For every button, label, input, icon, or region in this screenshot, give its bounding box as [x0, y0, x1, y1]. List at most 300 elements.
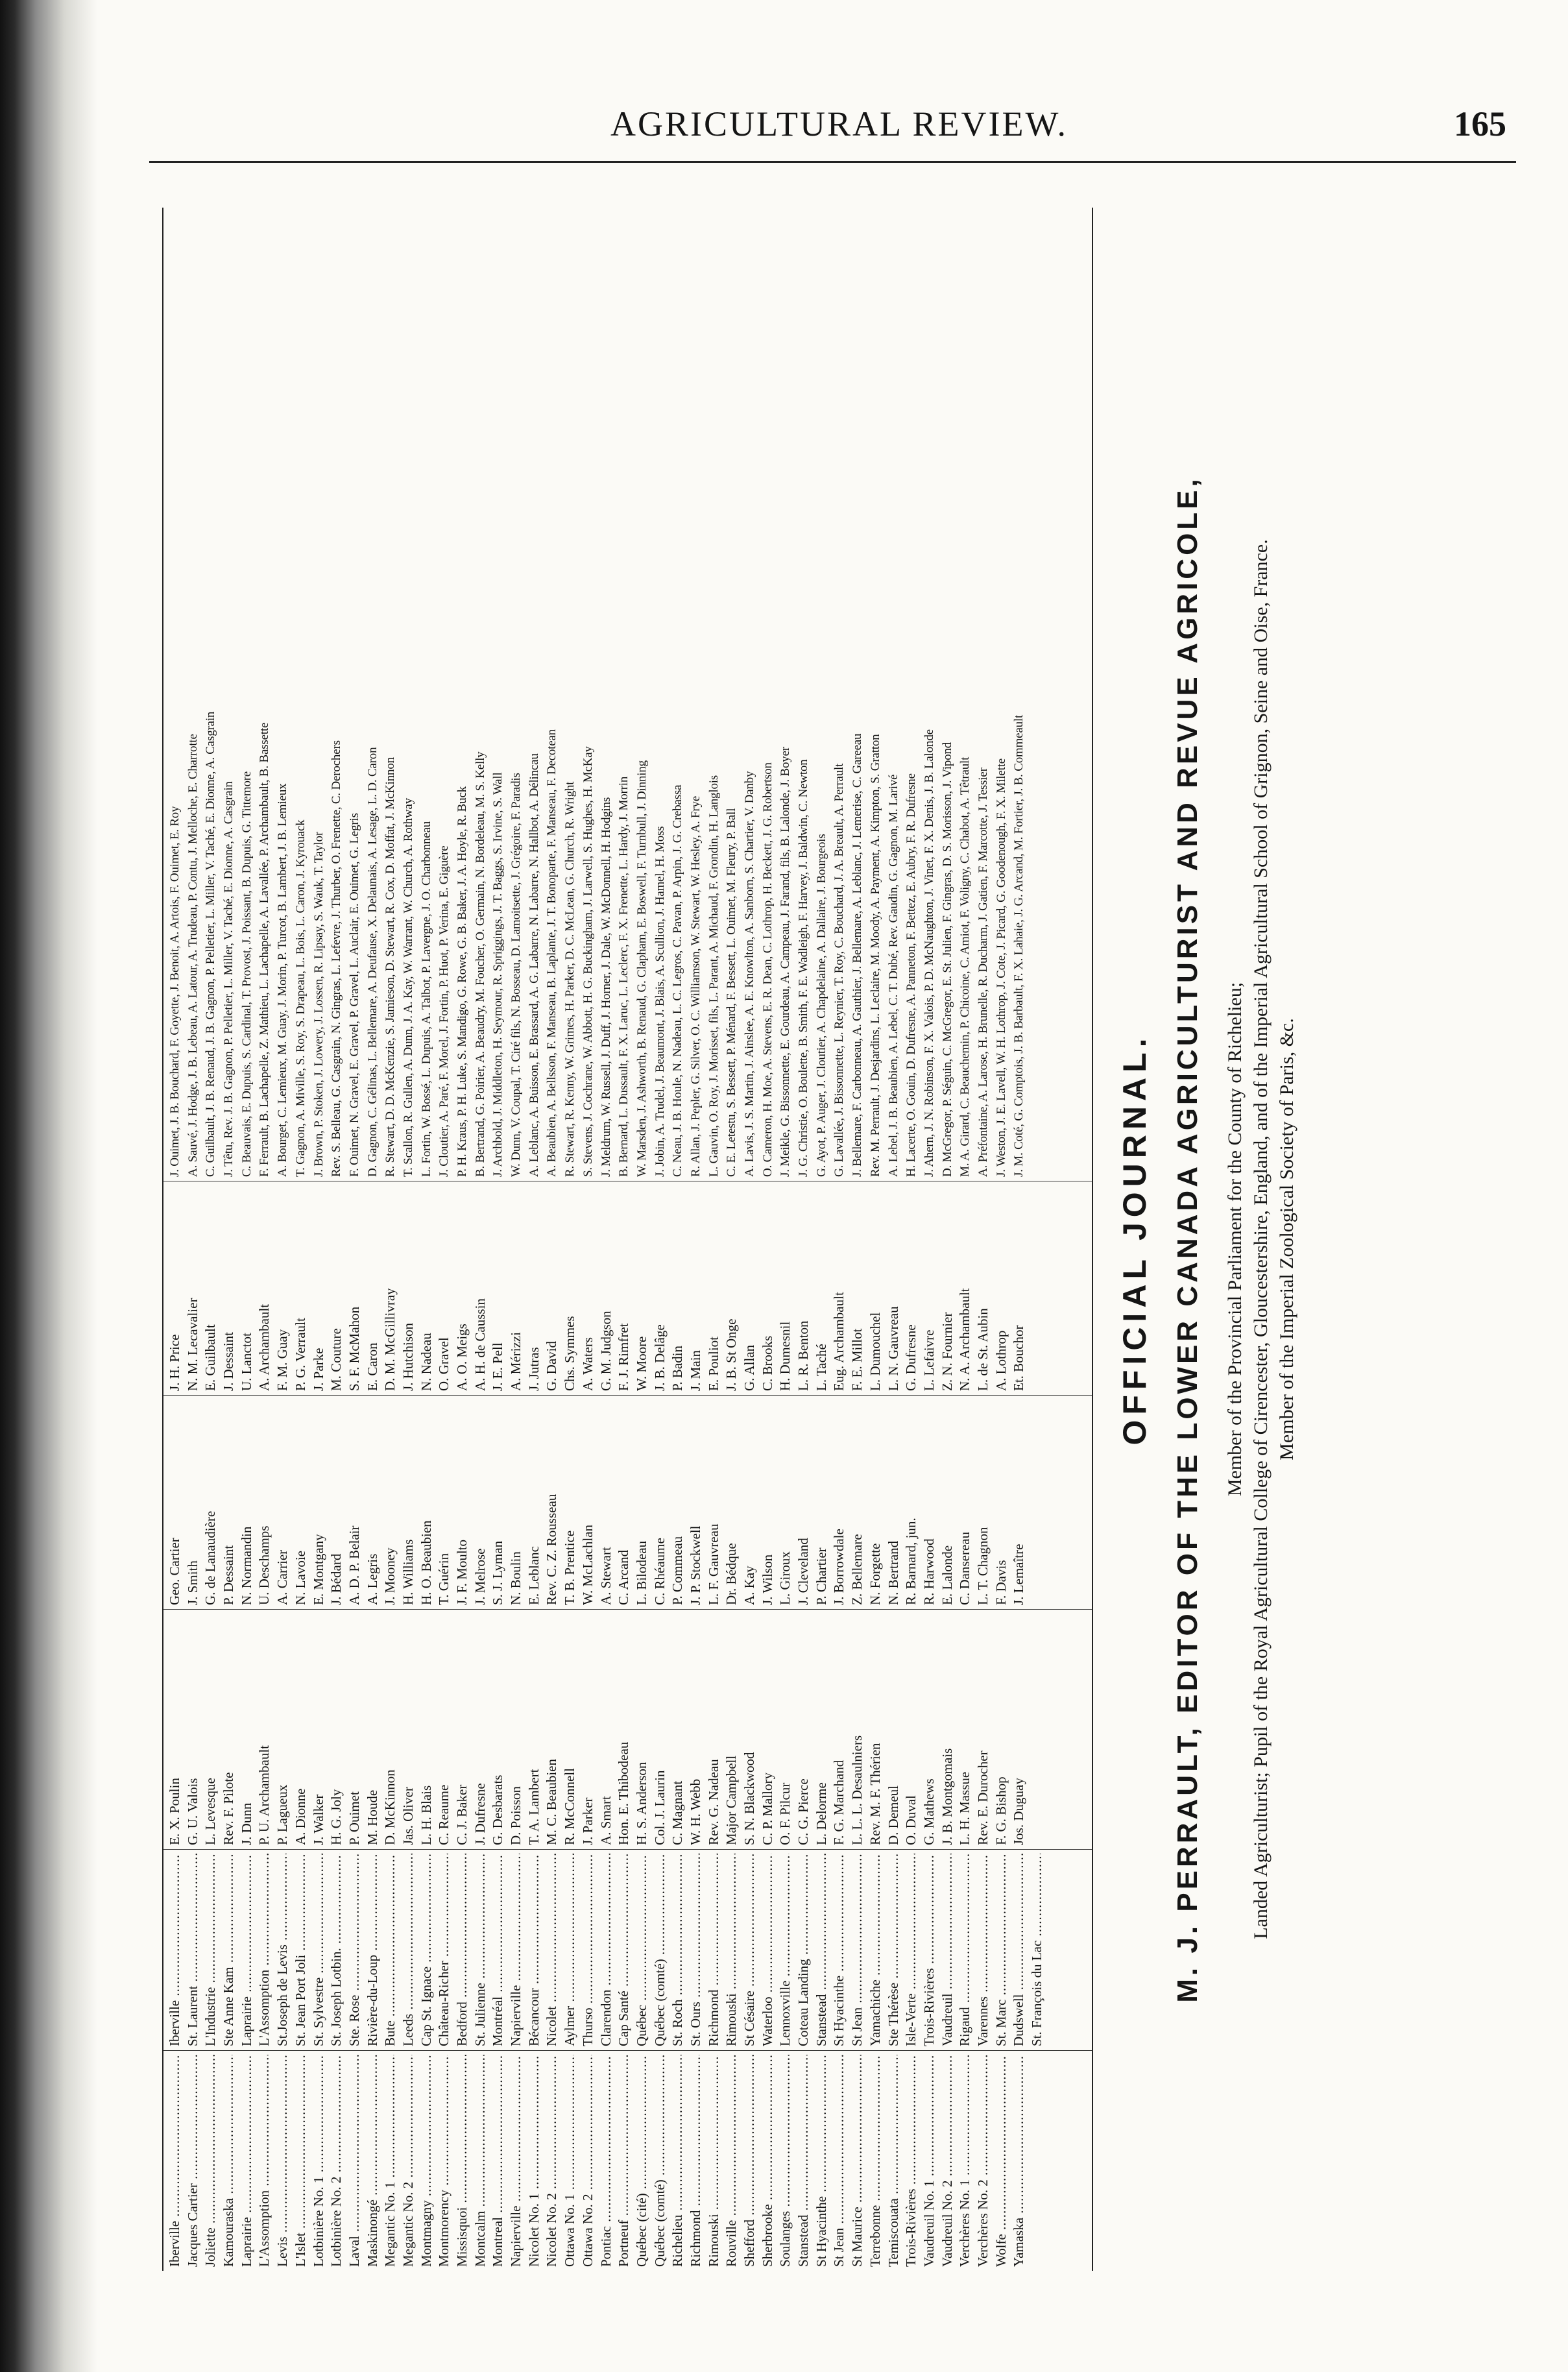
directors-cell: R. Stewart, D. D. McKenzie, S. Jamieson, D. Stewart, R. Cox, D. Moffat, J. McKinnon — [383, 757, 398, 1177]
place-cell: Rigaud ..... — [956, 1854, 974, 2046]
county-cell: Richmond ..... — [687, 2055, 705, 2267]
directors-cell: B. Bernard, L. Dussault, F. X. Laruc, L. Leclerc, F. X. Frenette, L. Hardy, J. Morrin — [617, 776, 631, 1177]
president-cell: H. S. Anderson — [633, 1761, 649, 1845]
place-cell: St. Roch ..... — [669, 1854, 687, 2046]
county-cell: St Jean ..... — [830, 2055, 849, 2267]
vice-president-cell: N. Lavoie — [292, 1551, 308, 1605]
directors-cell: C. E. Letestu, S. Bessett, P. Ménard, F. Bessett, L. Ouimet, M. Fleury, P. Ball — [725, 808, 739, 1177]
place-cell: St. Julienne ..... — [472, 1854, 490, 2046]
place-cell: Montréal ..... — [489, 1854, 507, 2046]
place-cell: Québec ..... — [633, 1854, 651, 2046]
vice-president-cell: L. F. Gauvreau — [705, 1523, 721, 1605]
place-cell: Rivière-du-Loup ..... — [364, 1854, 382, 2046]
secretary-cell: O. Gravel — [436, 1337, 452, 1391]
county-cell: L'Assomption ..... — [256, 2055, 274, 2267]
place-cell: St. François du Lac ..... — [1028, 1854, 1046, 2046]
county-cell: Joliette ..... — [202, 2055, 220, 2267]
county-cell: Nicolet No. 1 ..... — [525, 2055, 544, 2267]
president-cell: T. A. Lambert — [525, 1769, 542, 1845]
president-column — [163, 1609, 1092, 1849]
secretary-cell: C. Brooks — [759, 1335, 775, 1391]
county-cell: Laval ..... — [346, 2055, 364, 2267]
directors-cell: P. H. Kraus, P. H. Luke, S. Mandigo, G. Rowe, G. B. Baker, J. A. Hoyle, R. Buck — [455, 786, 469, 1177]
president-cell: J. Walker — [310, 1794, 326, 1845]
secretary-cell: E. Guilbault — [202, 1324, 219, 1391]
book-spine-shadow — [0, 0, 97, 2372]
president-cell: Major Campbell — [723, 1755, 740, 1845]
vice-president-cell: R. Harwood — [921, 1538, 937, 1605]
place-cell: Laprairie ..... — [238, 1854, 256, 2046]
county-cell: Maskinongé ..... — [364, 2055, 382, 2267]
directors-cell: D. McGregor, P. Séguin, C. McGregor, E. St. Julien, F. Gingras, D. S. Morisson, J. Vipond — [940, 742, 954, 1177]
place-cell: Trois-Rivières ..... — [921, 1854, 939, 2046]
secretary-cell: L. Dumouchel — [867, 1312, 883, 1391]
vice-president-cell: H. Williams — [400, 1539, 416, 1605]
president-cell: L. H. Massue — [957, 1771, 973, 1845]
county-cell: Rouville ..... — [723, 2055, 741, 2267]
secretary-cell: A. O. Meigs — [454, 1324, 470, 1391]
county-cell: Temiscouata ..... — [885, 2055, 903, 2267]
secretary-cell: W. Moore — [633, 1336, 649, 1391]
secretary-cell: J. B. Delâge — [651, 1324, 668, 1391]
county-cell: Ottawa No. 2 ..... — [579, 2055, 597, 2267]
secretary-cell: G. Allan — [742, 1344, 757, 1391]
president-cell: A. Smart — [597, 1796, 614, 1845]
directors-cell: J. M. Coté, G. Comptois, J. B. Barbault, F. X. Lahaie, J. G. Arcand, M. Fortier, J. B. Commeault — [1012, 714, 1026, 1177]
secretary-cell: A. Lothrop — [993, 1330, 1009, 1391]
secretary-cell: N. A. Archambault — [957, 1288, 973, 1391]
vice-president-cell: L. Bilodeau — [633, 1540, 649, 1605]
president-cell: C. Magnant — [669, 1780, 686, 1845]
secretary-cell: J. B. St Onge — [723, 1318, 740, 1391]
place-cell: Dudswell ..... — [1010, 1854, 1028, 2046]
county-cell: Verchères No. 1 ..... — [956, 2055, 974, 2267]
directors-cell: C. Neau, J. B. Houle, N. Nadeau, L. C. Legros, C. Pavan, P. Arpin, J. G. Crebassa — [671, 784, 685, 1177]
directors-cell: L. Gauvin, O. Roy, J. Morisset, fils, L. Parant, A. Michaud, F. Grondin, H. Langlois — [706, 775, 721, 1177]
president-cell: D. Demeul — [885, 1785, 901, 1845]
place-cell: L'Industrie ..... — [202, 1854, 220, 2046]
directors-cell: R. Stewart, R. Kenny, W. Grimes, H. Parker, D. C. McLean, G. Church, R. Wright — [563, 781, 577, 1177]
county-cell: Montmorency ..... — [435, 2055, 453, 2267]
county-cell: Pontiac ..... — [597, 2055, 616, 2267]
place-cell: Bécancour ..... — [525, 1854, 544, 2046]
place-cell: Richmond ..... — [705, 1854, 723, 2046]
vice-president-cell: G. de Lanaudière — [202, 1510, 219, 1605]
directors-cell: J. Archbold, J. Middleton, H. Seymour, R. Spriggings, J. T. Baggs, S. Irvine, S. Wall — [491, 772, 505, 1177]
directors-cell: R. Allan, J. Pepler, G. Silver, O. C. Williamson, W. Stewart, W. Hesley, A. Frye — [688, 795, 703, 1177]
secretary-cell: J. Jutras — [525, 1347, 542, 1391]
president-cell: Col. J. Laurin — [651, 1770, 668, 1845]
directors-cell: S. Stevens, J. Cochrane, W. Abbott, H. G. Buckingham, J. Larwell, S. Hughes, H. McKay — [581, 746, 595, 1177]
place-cell: Ste Thérèse ..... — [885, 1854, 903, 2046]
secretary-cell: F. J. Rimfret — [616, 1323, 632, 1391]
president-cell: C. J. Baker — [454, 1784, 470, 1845]
county-cell: Missisquoi ..... — [453, 2055, 472, 2267]
vice-president-cell: H. O. Beaubien — [418, 1520, 434, 1605]
directors-cell: J. G. Christie, O. Boulette, B. Smith, F. E. Wadleigh, F. Harvey, J. Baldwin, C. Newton — [797, 759, 811, 1177]
vice-president-cell: N. Boulin — [508, 1551, 524, 1605]
secretary-cell: G. M. Judgson — [597, 1311, 614, 1391]
county-cell: Vaudreuil No. 1 ..... — [921, 2055, 939, 2267]
directors-cell: Rev. M. Perrault, J. Desjardins, L. Leclaire, M. Moody, A. Payment, A. Kimpton, S. Gratton — [868, 734, 882, 1177]
place-cell: St Césaire ..... — [741, 1854, 759, 2046]
county-cell: Wolfe ..... — [993, 2055, 1011, 2267]
place-cell: Clarendon ..... — [597, 1854, 616, 2046]
county-cell: St Maurice ..... — [849, 2055, 867, 2267]
president-cell: H. G. Joly — [328, 1789, 344, 1845]
vice-president-cell: R. Barnard, jun. — [903, 1518, 919, 1605]
place-cell: Vaudreuil ..... — [939, 1854, 957, 2046]
vice-president-cell: L. T. Chagnon — [974, 1527, 991, 1605]
vice-president-cell: J. Mooney — [382, 1547, 398, 1605]
vice-president-cell: J. Cleveland — [795, 1538, 812, 1605]
vice-president-cell: T. B. Prentice — [562, 1530, 578, 1605]
president-cell: L. Levesque — [202, 1778, 219, 1845]
directors-cell: T. Scallon, R. Gullen, A. Dunn, J. A. Kay, W. Warrant, W. Church, A. Rothway — [401, 797, 415, 1177]
president-cell: F. G. Bishop — [993, 1776, 1009, 1845]
president-cell: L. Delorme — [813, 1782, 829, 1845]
secretary-cell: P. Badin — [669, 1345, 686, 1391]
vice-president-cell: A. Stewart — [597, 1547, 614, 1605]
vice-president-cell: P. Dessaint — [221, 1545, 237, 1605]
directors-cell: G. Ayot, P. Auger, J. Cloutier, A. Chapdelaine, A. Dallaire, J. Bourgeois — [814, 834, 828, 1177]
secretary-cell: J. Parke — [310, 1348, 326, 1391]
secretary-cell: A. Mérizzi — [508, 1332, 524, 1391]
secretary-cell: F. E. Millot — [849, 1328, 865, 1391]
county-cell: Ottawa No. 1 ..... — [561, 2055, 579, 2267]
directors-cell: B. Bertrand, G. Poirier, A. Beaudry, M. Foucher, O. Germain, N. Bordeleau, M. S. Kelly — [473, 751, 487, 1177]
place-cell: Isle-Verte ..... — [902, 1854, 921, 2046]
vice-president-cell: A. Carrier — [274, 1549, 291, 1605]
place-cell: St Jean ..... — [849, 1854, 867, 2046]
county-cell: Trois-Rivières ..... — [902, 2055, 921, 2267]
secretary-cell: J. Main — [687, 1350, 703, 1391]
president-cell: W. H. Webb — [687, 1778, 703, 1845]
vice-president-cell: J. Borrowdale — [831, 1529, 847, 1605]
directors-cell: F. Ouimet, N. Gravel, E. Gravel, P. Gravel, L. Auclair, E. Ouimet, G. Legris — [347, 813, 361, 1177]
president-cell: A. Dionne — [292, 1788, 308, 1845]
place-cell: Ste. Rose ..... — [346, 1854, 364, 2046]
place-cell: Rimouski ..... — [723, 1854, 741, 2046]
directors-cell: M. A. Girard, C. Beauchemin, P. Chicoine, C. Amiot, F. Voligny, C. Chabot, A. Têtrault — [958, 756, 972, 1177]
directors-cell: J. Jobin, A. Trudel, J. Beaumont, J. Blais, A. Scullion, J. Hamel, H. Moss — [653, 826, 667, 1177]
president-cell: P. Ouimet — [346, 1791, 362, 1845]
secretary-cell: H. Dumesnil — [777, 1321, 793, 1391]
place-cell: Aylmer ..... — [561, 1854, 579, 2046]
county-cell: L'Islet ..... — [292, 2055, 310, 2267]
vice-president-cell: A. D. P. Belair — [346, 1525, 362, 1605]
secretary-cell: Et. Bouchor — [1011, 1325, 1027, 1391]
vice-president-cell: A. Kay — [742, 1566, 757, 1605]
directors-cell: C. Guilbault, J. B. Renaud, J. B. Gagnon, P. Pelletier, L. Miller, V. Taché, E. Dionne, A. Casgrain — [204, 711, 218, 1177]
president-cell: R. McConnell — [562, 1768, 578, 1845]
vice-president-cell: N. Forgette — [867, 1543, 883, 1605]
county-cell: Soulanges ..... — [777, 2055, 795, 2267]
vice-president-cell: J. P. Stockwell — [687, 1525, 703, 1605]
secretary-cell: A. Waters — [579, 1337, 596, 1391]
place-cell: Nicolet ..... — [543, 1854, 561, 2046]
vice-president-column — [163, 1395, 1092, 1609]
vice-president-cell: L. Giroux — [777, 1551, 793, 1605]
bio-line: Member of the Imperial Zoological Society of Paris, &c. — [1276, 1018, 1297, 1460]
president-cell: P. U. Archambault — [256, 1745, 272, 1845]
directors-cell: A. Lebel, J. B. Beaubien, A. Lebel, C. T. Dubé, Rev. Gaudin, G. Gagnon, M. Larivé — [886, 774, 900, 1177]
secretary-cell: J. H. Price — [167, 1334, 182, 1391]
president-cell: D. Poisson — [508, 1785, 524, 1845]
directors-cell: J. Ahern, J. N. Robinson, F. X. Valois, P. D. McNaughton, J. Vinet, F. X. Denis, J. B. Lalonde — [922, 729, 936, 1177]
bio-line: Landed Agriculturist; Pupil of the Royal Agricultural College of Cirencester, Gloucestershire, England, and of the Imperial Agricultural School of Grignon, Seine and Oise, France. — [1250, 539, 1272, 1939]
vice-president-cell: C. Dansereau — [957, 1531, 973, 1605]
president-cell: J. Dufresne — [472, 1783, 488, 1845]
bio-line: Member of the Provincial Parliament for the County of Richelieu; — [1224, 982, 1246, 1497]
directors-cell: F. Ferrault, B. Lachapelle, Z. Mathieu, L. Lachapelle, A. Lavallée, P. Archambault, B. Bassette — [258, 722, 272, 1177]
president-cell: Jas. Oliver — [400, 1787, 416, 1845]
place-cell: Château-Richer ..... — [435, 1854, 453, 2046]
directors-column — [163, 208, 1092, 1181]
county-cell: Kamouraska ..... — [220, 2055, 238, 2267]
secretary-cell: A. H. de Caussin — [472, 1298, 488, 1391]
directors-cell: J. Têtu, Rev. J. B. Gagnon, P. Pelletier, L. Miller, V. Taché, E. Dionne, A. Casgrain — [222, 781, 236, 1177]
county-cell: Jacques Cartier ..... — [184, 2055, 202, 2267]
directors-cell: A. Préfontaine, A. Larose, H. Brunelle, R. Ducharm, J. Gatien, F. Marcotte, J. Tessier — [976, 768, 990, 1177]
place-cell: St. Laurent ..... — [184, 1854, 202, 2046]
president-cell: Hon. E. Thibodeau — [616, 1741, 632, 1845]
vice-president-cell: N. Normandin — [238, 1526, 254, 1605]
secretary-cell: P. G. Verrault — [292, 1318, 308, 1391]
directors-cell: C. Beauvais, E. Dupuis, S. Cardinal, T. Provost, J. Poissant, B. Dupuis, G. Tittemore — [239, 771, 254, 1177]
president-cell: D. McKinnon — [382, 1769, 398, 1845]
place-cell: St.Joseph de Levis ..... — [274, 1854, 292, 2046]
county-cell: Québec (comté) ..... — [651, 2055, 669, 2267]
place-cell: St. Jean Port Joli ..... — [292, 1854, 310, 2046]
president-cell: F. G. Marchand — [831, 1760, 847, 1845]
secretary-cell: U. Lanctot — [238, 1333, 254, 1391]
county-cell: Vaudreuil No. 2 ..... — [939, 2055, 957, 2267]
place-cell: Ste Anne Kam ..... — [220, 1854, 238, 2046]
county-cell: Verchères No. 2 ..... — [974, 2055, 993, 2267]
president-cell: P. Lagueux — [274, 1784, 291, 1845]
place-cell: St. Ours ..... — [687, 1854, 705, 2046]
county-cell: Montreal ..... — [489, 2055, 507, 2267]
vice-president-cell: P. Commeau — [669, 1536, 686, 1605]
secretary-cell: J. Hutchison — [400, 1323, 416, 1391]
society-table — [162, 208, 1093, 2271]
president-cell: C. P. Mallory — [759, 1772, 775, 1845]
page-header — [149, 97, 1529, 156]
secretary-cell: Chs. Symmes — [562, 1316, 578, 1391]
secretary-cell: F. M. Guay — [274, 1329, 291, 1391]
place-cell: Bute ..... — [381, 1854, 400, 2046]
directors-cell: J. Bellemare, F. Carbonneau, A. Gauthier, J. Bellemare, A. Leblanc, J. Lemerise, C. Gareeau — [850, 733, 865, 1177]
place-column — [163, 1849, 1092, 2050]
vice-president-cell: C. Rhéaume — [651, 1538, 668, 1605]
county-cell: Megantic No. 1 ..... — [381, 2055, 400, 2267]
secretary-cell: L. Taché — [813, 1344, 829, 1391]
rotated-content — [162, 208, 1375, 2271]
county-cell: St Hyacinthe ..... — [813, 2055, 831, 2267]
county-cell: Lotbinière No. 2 ..... — [328, 2055, 346, 2267]
vice-president-cell: S. J. Lyman — [490, 1540, 506, 1605]
president-cell: G. Desbarats — [490, 1774, 506, 1845]
county-cell: Laprairie ..... — [238, 2055, 256, 2267]
place-cell: Bedford ..... — [453, 1854, 472, 2046]
directors-cell: A. Sauvé, J. Hodge, J. B. Lebeau, A. Latour, A. Trudeau, P. Contu, J. Melloche, E. Charrotte — [186, 734, 200, 1177]
president-cell: C. G. Pierce — [795, 1778, 812, 1845]
president-cell: M. C. Beaubien — [544, 1759, 560, 1845]
president-cell: J. B. Montgomais — [939, 1748, 955, 1845]
vice-president-cell: Geo. Cartier — [167, 1538, 182, 1605]
page-number: 165 — [1454, 104, 1506, 143]
secretary-cell: J. Dessaint — [221, 1332, 237, 1391]
secretary-cell: J. E. Pell — [490, 1342, 506, 1391]
secretary-cell: L. Lefaivre — [921, 1329, 937, 1391]
president-cell: Rev. E. Durocher — [974, 1750, 991, 1845]
vice-president-cell: Dr. Bédque — [723, 1543, 740, 1605]
place-cell: Québec (comté) ..... — [651, 1854, 669, 2046]
secretary-cell: A. Archambault — [256, 1303, 272, 1391]
journal-title: OFFICIAL JOURNAL. — [1116, 1033, 1153, 1446]
vice-president-cell: J. Bédard — [328, 1553, 344, 1605]
vice-president-cell: J. Lemaître — [1011, 1543, 1027, 1605]
secretary-cell: D. M. McGillivray — [382, 1288, 398, 1391]
directors-cell: L. Fortin, W. Bossé, L. Dupuis, A. Talbot, P. Lavergne, J. O. Charbonneau — [419, 821, 433, 1177]
secretary-cell: L. N. Gauvreau — [885, 1306, 901, 1391]
place-cell: Cap Santé ..... — [615, 1854, 633, 2046]
secretary-cell: E. Caron — [364, 1342, 380, 1391]
president-cell: J. Parker — [579, 1797, 596, 1845]
place-cell: Napierville ..... — [507, 1854, 525, 2046]
vice-president-cell: E. Lalonde — [939, 1545, 955, 1605]
secretary-cell: M. Couture — [328, 1328, 344, 1391]
county-cell: Stanstead ..... — [795, 2055, 813, 2267]
place-cell: Yamachiche ..... — [867, 1854, 885, 2046]
president-cell: L. L. L. Desaulniers — [849, 1735, 865, 1845]
president-cell: J. Dunn — [238, 1802, 254, 1845]
county-cell: Sherbrooke ..... — [759, 2055, 777, 2267]
place-cell: L'Assomption ..... — [256, 1854, 274, 2046]
secretary-cell: G. Dufresne — [903, 1324, 919, 1391]
directors-cell: A. Bourget, C. Lemieux, M. Guay, J. Morin, P. Turcot, B. Lambert, J. B. Lemieux — [276, 783, 290, 1177]
vice-president-cell: U. Deschamps — [256, 1525, 272, 1605]
vice-president-cell: Z. Bellemare — [849, 1534, 865, 1605]
county-cell: Shefford ..... — [741, 2055, 759, 2267]
president-cell: E. X. Poulin — [167, 1778, 182, 1845]
president-cell: O. F. Pilcur — [777, 1782, 793, 1845]
president-cell: Rev. M. F. Thérien — [867, 1743, 883, 1845]
county-cell: Québec (cité) ..... — [633, 2055, 651, 2267]
secretary-cell: L. R. Benton — [795, 1320, 812, 1391]
place-cell: St Hyacinthe ..... — [830, 1854, 849, 2046]
directors-cell: D. Gagnon, C. Gélinas, L. Bellemare, A. Deufause, X. Delaunais, A. Lesage, L. D. Caron — [365, 747, 380, 1177]
directors-cell: T. Gagnon, A. Miville, S. Roy, S. Drapeau, L. Bois, L. Caron, J. Kyrouack — [293, 819, 308, 1177]
county-cell: Montcalm ..... — [472, 2055, 490, 2267]
county-cell: Rimouski ..... — [705, 2055, 723, 2267]
vice-president-cell: T. Guérin — [436, 1553, 452, 1605]
secretary-cell: S. F. McMahon — [346, 1306, 362, 1391]
secretary-cell: Z. N. Fournier — [939, 1312, 955, 1391]
running-title: AGRICULTURAL REVIEW. — [610, 104, 1068, 143]
vice-president-cell: E. Montgany — [310, 1534, 326, 1605]
president-cell: M. Houde — [364, 1789, 380, 1845]
editor-line: M. J. PERRAULT, EDITOR OF THE LOWER CANADA AGRICULTURIST AND REVUE AGRICOLE, — [1172, 476, 1203, 2003]
county-cell: Levis ..... — [274, 2055, 292, 2267]
directors-cell: H. Lacerte, O. Gouin, D. Dufresne, A. Panneton, F. Bettez, E. Aubry, F. R. Dufresne — [904, 773, 919, 1177]
county-cell: Terrebonne ..... — [867, 2055, 885, 2267]
directors-cell: J. Weston, J. E. Lavell, W. H. Lothrop, J. Cote, J. Picard, G. Goodenough, F. X. Milette — [994, 758, 1008, 1177]
president-cell: G. Mathews — [921, 1778, 937, 1845]
county-cell: Richelieu ..... — [669, 2055, 687, 2267]
county-cell: Yamaska ..... — [1010, 2055, 1028, 2267]
president-cell: C. Reaume — [436, 1784, 452, 1845]
vice-president-cell: N. Bertrand — [885, 1540, 901, 1605]
vice-president-cell: C. Arcand — [616, 1549, 632, 1605]
vice-president-cell: J. Smith — [184, 1560, 200, 1605]
place-cell: St. Sylvestre ..... — [310, 1854, 328, 2046]
directors-cell: J. Meldrum, W. Russell, J. Duff, J. Horner, J. Dale, W. McDonnell, H. Hodgins — [599, 797, 613, 1177]
president-cell: O. Duval — [903, 1795, 919, 1845]
directors-cell: J. Cloutier, A. Paré, F. Morel, J. Fortin, P. Huot, P. Verina, E. Giguère — [437, 845, 452, 1177]
place-cell: Cap St. Ignace ..... — [418, 1854, 436, 2046]
president-cell: Rev. F. Pilote — [221, 1772, 237, 1845]
county-cell: Megantic No. 2 ..... — [400, 2055, 418, 2267]
secretary-cell: L. de St. Aubin — [974, 1308, 991, 1391]
secretary-cell: E. Pouliot — [705, 1336, 721, 1391]
directors-cell: W. Dunn, V. Coupal, T. Ciré fils, N. Bosseau, D. Lamoitsette, J. Grégoire, F. Paradis — [509, 773, 524, 1177]
county-cell: Portneuf ..... — [615, 2055, 633, 2267]
place-cell: Varennes ..... — [974, 1854, 993, 2046]
editor-bio — [1222, 208, 1300, 2271]
header-rule — [149, 161, 1516, 163]
county-cell: Lotbinière No. 1 ..... — [310, 2055, 328, 2267]
president-cell: Rev. G. Nadeau — [705, 1759, 721, 1845]
directors-cell: J. Brown, P. Stoken, J. Lowery, J. Lossen, R. Lipsay, S. Wauk, T. Taylor — [311, 832, 326, 1177]
directors-cell: A. Lavis, J. S. Martin, J. Ainslee, A. E. Knowlton, A. Sanborn, S. Chartier, V. Danby — [743, 771, 756, 1177]
directors-cell: Rev. S. Belleau, G. Casgrain, N. Gingras, L. Lefevre, J. Thurber, O. Frenette, C. Derochers — [330, 740, 344, 1177]
county-cell: Napierville ..... — [507, 2055, 525, 2267]
president-cell: S. N. Blackwood — [742, 1752, 757, 1845]
county-cell: Iberville ..... — [166, 2055, 184, 2267]
county-cell: Montmagny ..... — [418, 2055, 436, 2267]
place-cell: Coteau Landing ..... — [795, 1854, 813, 2046]
secretary-cell: N. Nadeau — [418, 1333, 434, 1391]
directors-cell: A. Beaubien, A. Bellsson, F. Manseau, B. Laplante, J. T. Bonoparte, F. Manseau, F. Decotean — [545, 729, 559, 1177]
vice-president-cell: F. Davis — [993, 1560, 1009, 1605]
county-cell: Nicolet No. 2 ..... — [543, 2055, 561, 2267]
vice-president-cell: P. Chartier — [813, 1547, 829, 1605]
directors-cell: J. Meikle, G. Bissonnette, E. Gourdeau, A. Campeau, J. Farand, fils, B. Lalonde, J. Boyer — [778, 747, 793, 1177]
directors-cell: O. Cameron, H. Moe, A. Stevens, E. R. Dean, C. Lothrop, H. Beckett, J. G. Robertson — [760, 762, 775, 1177]
vice-president-cell: W. McLachlan — [579, 1524, 596, 1605]
vice-president-cell: Rev. C. Z. Rousseau — [544, 1494, 560, 1605]
directors-cell: W. Marsden, J. Ashworth, B. Renaud, G. Clapham, E. Boswell, F. Turnbull, J. Dinning — [634, 760, 649, 1177]
journal-footer — [1109, 208, 1369, 2271]
president-cell: L. H. Blais — [418, 1785, 434, 1845]
vice-president-cell: J. Melrose — [472, 1548, 488, 1605]
directors-cell: A. Leblanc, A. Buisson, E. Brassard, A. G. Labarre, N. Labarre, N. Hallbot, A. Délincau — [527, 753, 541, 1177]
place-cell: St. Marc ..... — [993, 1854, 1011, 2046]
secretary-column — [163, 1181, 1092, 1395]
president-cell: G. U. Valois — [184, 1778, 200, 1845]
directors-cell: G. Lavallée, J. Bissonnette, L. Reynier, T. Roy, C. Bouchard, J. A. Breault, A. Perrault — [832, 763, 847, 1177]
vice-president-cell: E. Leblanc — [525, 1546, 542, 1605]
vice-president-cell: A. Legris — [364, 1553, 380, 1605]
place-cell: Iberville ..... — [166, 1854, 184, 2046]
place-cell: Leeds ..... — [400, 1854, 418, 2046]
county-column — [163, 2050, 1092, 2271]
place-cell: St. Joseph Lotbin. ..... — [328, 1854, 346, 2046]
place-cell: Stanstead ..... — [813, 1854, 831, 2046]
secretary-cell: N. M. Lecavalier — [184, 1298, 200, 1391]
